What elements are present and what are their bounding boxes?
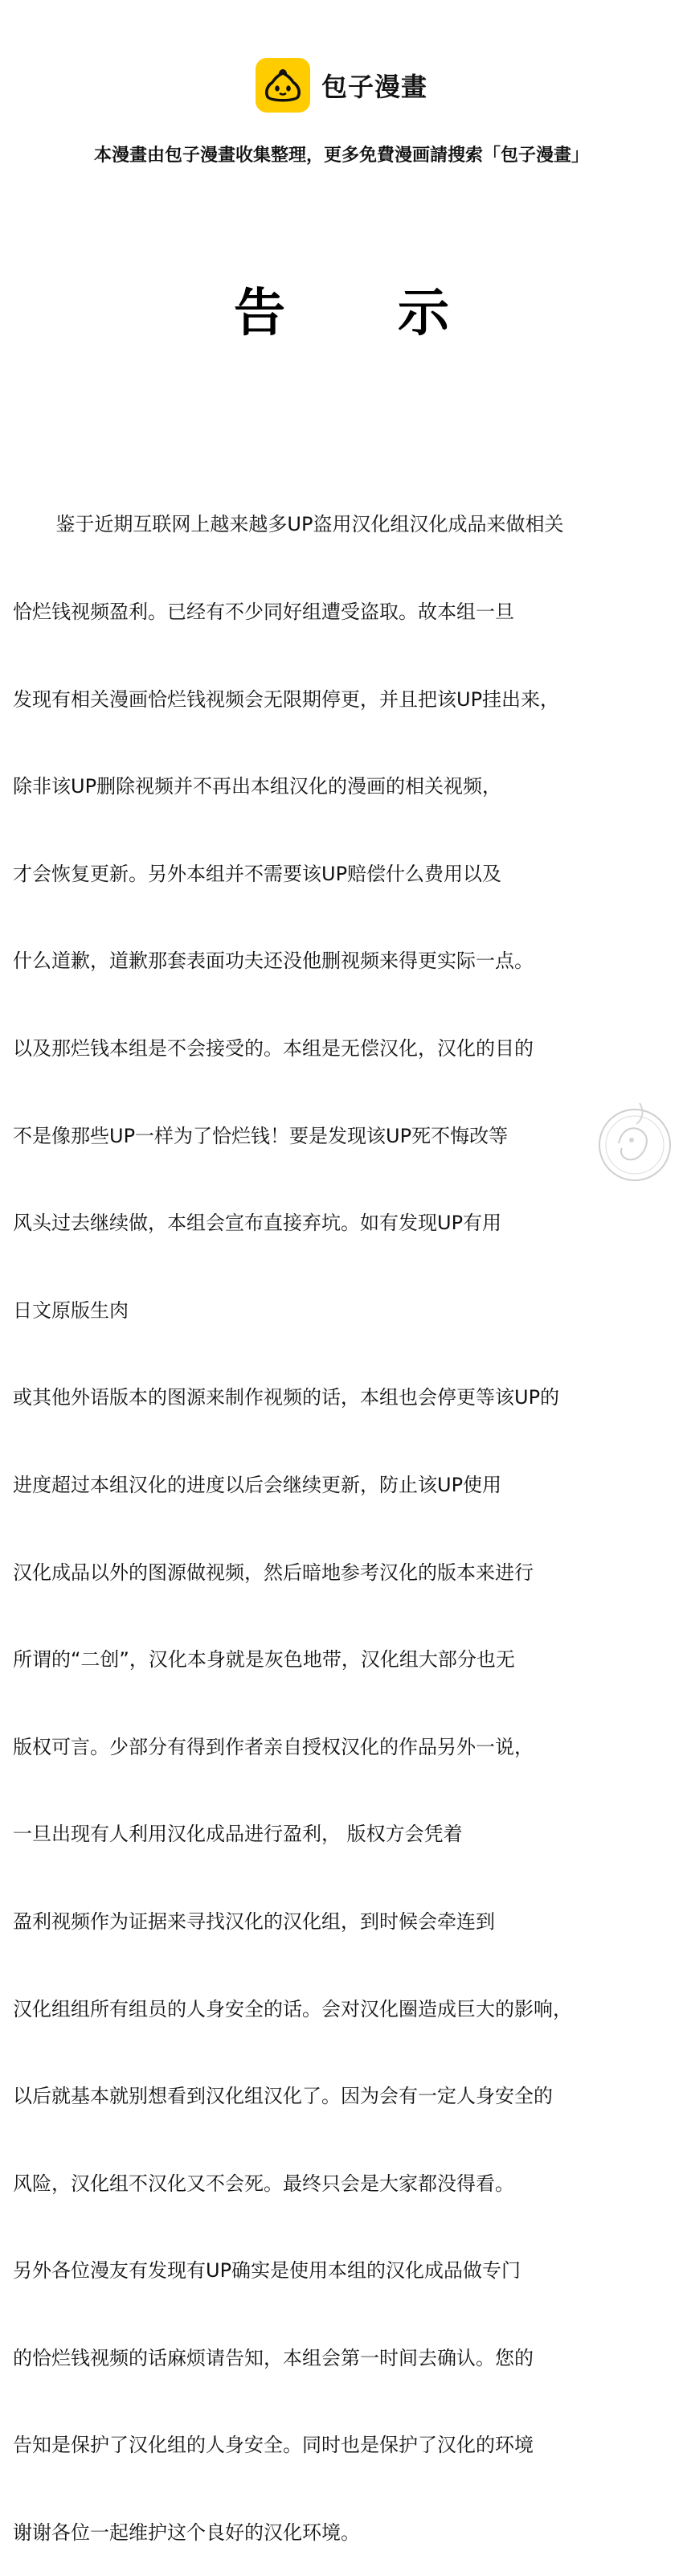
body-line: 发现有相关漫画恰烂钱视频会无限期停更，并且把该UP挂出来， (13, 687, 560, 711)
body-line: 不是像那些UP一样为了恰烂钱！要是发现该UP死不悔改等 (13, 1124, 509, 1147)
body-line: 日文原版生肉 (13, 1298, 129, 1322)
body-line: 以后就基本就别想看到汉化组汉化了。因为会有一定人身安全的 (13, 2085, 553, 2108)
seal-stamp-icon (595, 1087, 675, 1183)
body-line: 风头过去继续做，本组会宣布直接弃坑。如有发现UP有用 (13, 1212, 502, 1235)
body-line: 恰烂钱视频盈利。已经有不少同好组遭受盗取。故本组一旦 (13, 601, 514, 623)
bun-face-icon (256, 58, 310, 113)
title-char-1: 告 (234, 284, 285, 343)
body-line: 盈利视频作为证据来寻找汉化的汉化组，到时候会牵连到 (13, 1909, 495, 1933)
body-line: 一旦出现有人利用汉化成品进行盈利， 版权方会凭着 (13, 1823, 463, 1846)
body-line: 什么道歉，道歉那套表面功夫还没他删视频来得更实际一点。 (13, 950, 534, 973)
title-char-2: 示 (398, 284, 449, 343)
body-line: 汉化成品以外的图源做视频，然后暗地参考汉化的版本来进行 (13, 1561, 534, 1584)
body-line: 另外各位漫友有发现有UP确实是使用本组的汉化成品做专门 (13, 2259, 521, 2283)
body-line: 版权可言。少部分有得到作者亲自授权汉化的作品另外一说， (13, 1735, 534, 1758)
body-line: 所谓的“二创”，汉化本身就是灰色地带，汉化组大部分也无 (13, 1648, 515, 1672)
body-line: 汉化组组所有组员的人身安全的话。会对汉化圈造成巨大的影响， (13, 1997, 572, 2020)
source-notice: 本漫畫由包子漫畫收集整理，更多免費漫画請搜索「包子漫畫」 (93, 146, 589, 166)
brand-name: 包子漫畫 (321, 72, 427, 102)
body-line: 进度超过本组汉化的进度以后会继续更新，防止该UP使用 (13, 1473, 502, 1496)
body-line: 告知是保护了汉化组的人身安全。同时也是保护了汉化的环境 (13, 2434, 534, 2457)
body-line: 的恰烂钱视频的话麻烦请告知，本组会第一时间去确认。您的 (13, 2346, 534, 2369)
body-line: 除非该UP删除视频并不再出本组汉化的漫画的相关视频， (13, 775, 502, 798)
notice-body (13, 452, 680, 2576)
body-line: 鉴于近期互联网上越来越多UP盗用汉化组汉化成品来做相关 (13, 513, 564, 536)
body-line: 以及那烂钱本组是不会接受的。本组是无偿汉化，汉化的目的 (13, 1036, 534, 1060)
brand-header (0, 56, 683, 114)
body-line: 风险，汉化组不汉化又不会死。最终只会是大家都没得看。 (13, 2172, 514, 2195)
page-title (0, 272, 683, 346)
body-line: 谢谢各位一起维护这个良好的汉化环境。 (13, 2521, 360, 2545)
body-line: 才会恢复更新。另外本组并不需要该UP赔偿什么费用以及 (13, 862, 502, 885)
body-line: 或其他外语版本的图源来制作视频的话，本组也会停更等该UP的 (13, 1386, 560, 1409)
